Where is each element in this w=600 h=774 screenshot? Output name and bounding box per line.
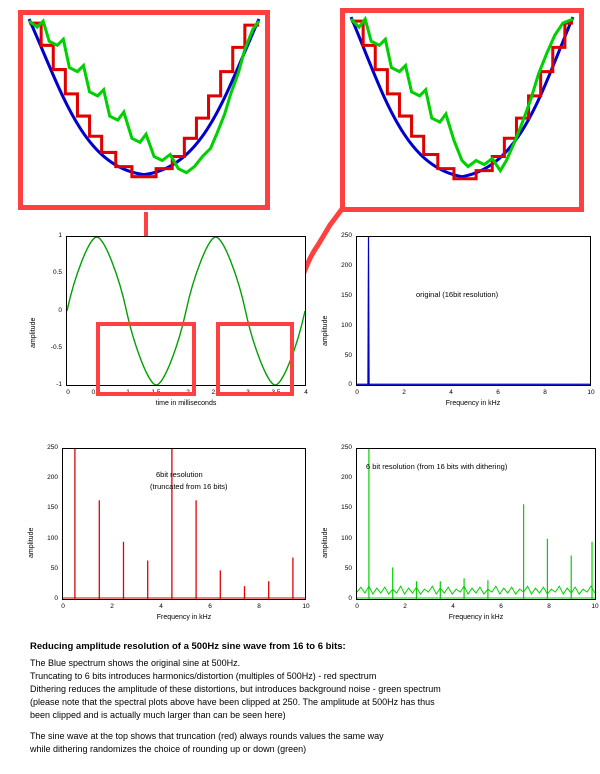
spec-dith-xlabel: Frequency in kHz: [448, 614, 504, 621]
caption-line-5: been clipped and is actually much larger than can be seen here): [30, 709, 286, 720]
zoom-left-waveforms: [23, 15, 265, 205]
spec-trunc-annotation-line2: (truncated from 16 bits): [150, 482, 228, 491]
time-xtick-3: 3: [246, 389, 250, 396]
spec-orig-xtick-6: 6: [496, 389, 500, 396]
time-xtick-05: 0.5: [91, 389, 101, 396]
spec-trunc-xtick-0: 0: [61, 603, 65, 610]
spec-trunc-ylabel: amplitude: [28, 527, 35, 558]
spec-trunc-ytick-50: 50: [50, 565, 58, 572]
time-xtick-15: 1.5: [151, 389, 161, 396]
time-ytick-m1: -1: [56, 381, 62, 388]
caption-line-1: The Blue spectrum shows the original sine at 500Hz.: [30, 658, 241, 669]
spec-trunc-ytick-150: 150: [47, 504, 58, 511]
spec-dith-xtick-2: 2: [403, 603, 407, 610]
spec-dith-ytick-0: 0: [348, 595, 352, 602]
spec-dith-ytick-200: 200: [341, 474, 352, 481]
caption-spacer: [30, 721, 575, 730]
spec-orig-ytick-50: 50: [344, 352, 352, 359]
spec-dith-ytick-50: 50: [344, 565, 352, 572]
spec-orig-ytick-0: 0: [348, 381, 352, 388]
caption-line-3: Dithering reduces the amplitude of these distortions, but introduces background noise - green spectrum: [30, 684, 441, 695]
highlight-box-left: [96, 322, 196, 396]
spec-trunc-ytick-100: 100: [47, 535, 58, 542]
spectrum-truncated-plot: [20, 440, 310, 635]
time-ytick-05: 0.5: [52, 269, 62, 276]
spec-trunc-ytick-250: 250: [47, 444, 58, 451]
caption-line-2: Truncating to 6 bits introduces harmonics/distortion (multiples of 500Hz) - red spectrum: [30, 671, 377, 682]
spec-trunc-xlabel: Frequency in kHz: [156, 614, 212, 621]
spec-orig-xtick-2: 2: [402, 389, 406, 396]
spec-dith-xtick-6: 6: [499, 603, 503, 610]
spec-trunc-xtick-8: 8: [257, 603, 261, 610]
highlight-box-right: [216, 322, 294, 396]
spec-orig-xtick-4: 4: [449, 389, 453, 396]
spectrum-original-trace: [357, 237, 590, 385]
time-ytick-1: 1: [58, 232, 62, 239]
spectrum-original-plot: [316, 228, 596, 423]
spec-trunc-annotation-line1: 6bit resolution: [156, 470, 203, 479]
spec-dith-ylabel: amplitude: [322, 527, 329, 558]
zoom-callout-right: [340, 8, 584, 212]
spec-trunc-xtick-6: 6: [208, 603, 212, 610]
zoom-right-waveforms: [345, 13, 579, 207]
time-xtick-0: 0: [66, 389, 70, 396]
time-xtick-2: 2: [186, 389, 190, 396]
spec-orig-ytick-250: 250: [341, 232, 352, 239]
time-xtick-35: 3.5: [271, 389, 281, 396]
time-ytick-m05: -0.5: [50, 344, 62, 351]
spec-orig-ylabel: amplitude: [322, 315, 329, 346]
spec-dith-xtick-0: 0: [355, 603, 359, 610]
caption-line-6: The sine wave at the top shows that truncation (red) always rounds values the same way: [30, 731, 384, 742]
spec-trunc-ytick-200: 200: [47, 474, 58, 481]
spec-trunc-xtick-4: 4: [159, 603, 163, 610]
spec-dith-ytick-100: 100: [341, 535, 352, 542]
spec-orig-ytick-200: 200: [341, 262, 352, 269]
caption-heading: Reducing amplitude resolution of a 500Hz sine wave from 16 to 6 bits:: [30, 641, 346, 652]
caption-line-4: (please note that the spectral plots above have been clipped at 250. The amplitude at 500Hz has thus: [30, 696, 435, 707]
time-xtick-25: 2.5: [211, 389, 221, 396]
spec-orig-ytick-150: 150: [341, 292, 352, 299]
time-xlabel: time in milliseconds: [155, 400, 217, 407]
spec-trunc-xtick-2: 2: [110, 603, 114, 610]
spectrum-original-axes: [356, 236, 591, 386]
spectrum-dithered-plot: [316, 440, 599, 635]
figure-caption: [30, 640, 575, 756]
spec-trunc-ytick-0: 0: [54, 595, 58, 602]
time-xtick-4: 4: [304, 389, 308, 396]
spec-orig-xtick-0: 0: [355, 389, 359, 396]
spectrum-dithered-trace: [357, 449, 595, 599]
time-ylabel: amplitude: [30, 317, 37, 348]
spec-orig-xlabel: Frequency in kHz: [445, 400, 501, 407]
time-xtick-1: 1: [126, 389, 130, 396]
spec-orig-annotation: original (16bit resolution): [416, 290, 499, 299]
spec-dith-annotation: 6 bit resolution (from 16 bits with dithering): [366, 462, 508, 471]
spec-orig-ytick-100: 100: [341, 322, 352, 329]
spec-dith-ytick-250: 250: [341, 444, 352, 451]
spec-dith-xtick-8: 8: [547, 603, 551, 610]
spec-orig-xtick-8: 8: [543, 389, 547, 396]
spec-trunc-xtick-10: 10: [302, 603, 310, 610]
caption-line-7: while dithering randomizes the choice of rounding up or down (green): [30, 744, 307, 755]
time-ytick-0: 0: [58, 307, 62, 314]
spec-orig-xtick-10: 10: [587, 389, 595, 396]
zoom-callout-left: [18, 10, 270, 210]
spec-dith-xtick-4: 4: [451, 603, 455, 610]
spec-dith-ytick-150: 150: [341, 504, 352, 511]
spec-dith-xtick-10: 10: [591, 603, 599, 610]
